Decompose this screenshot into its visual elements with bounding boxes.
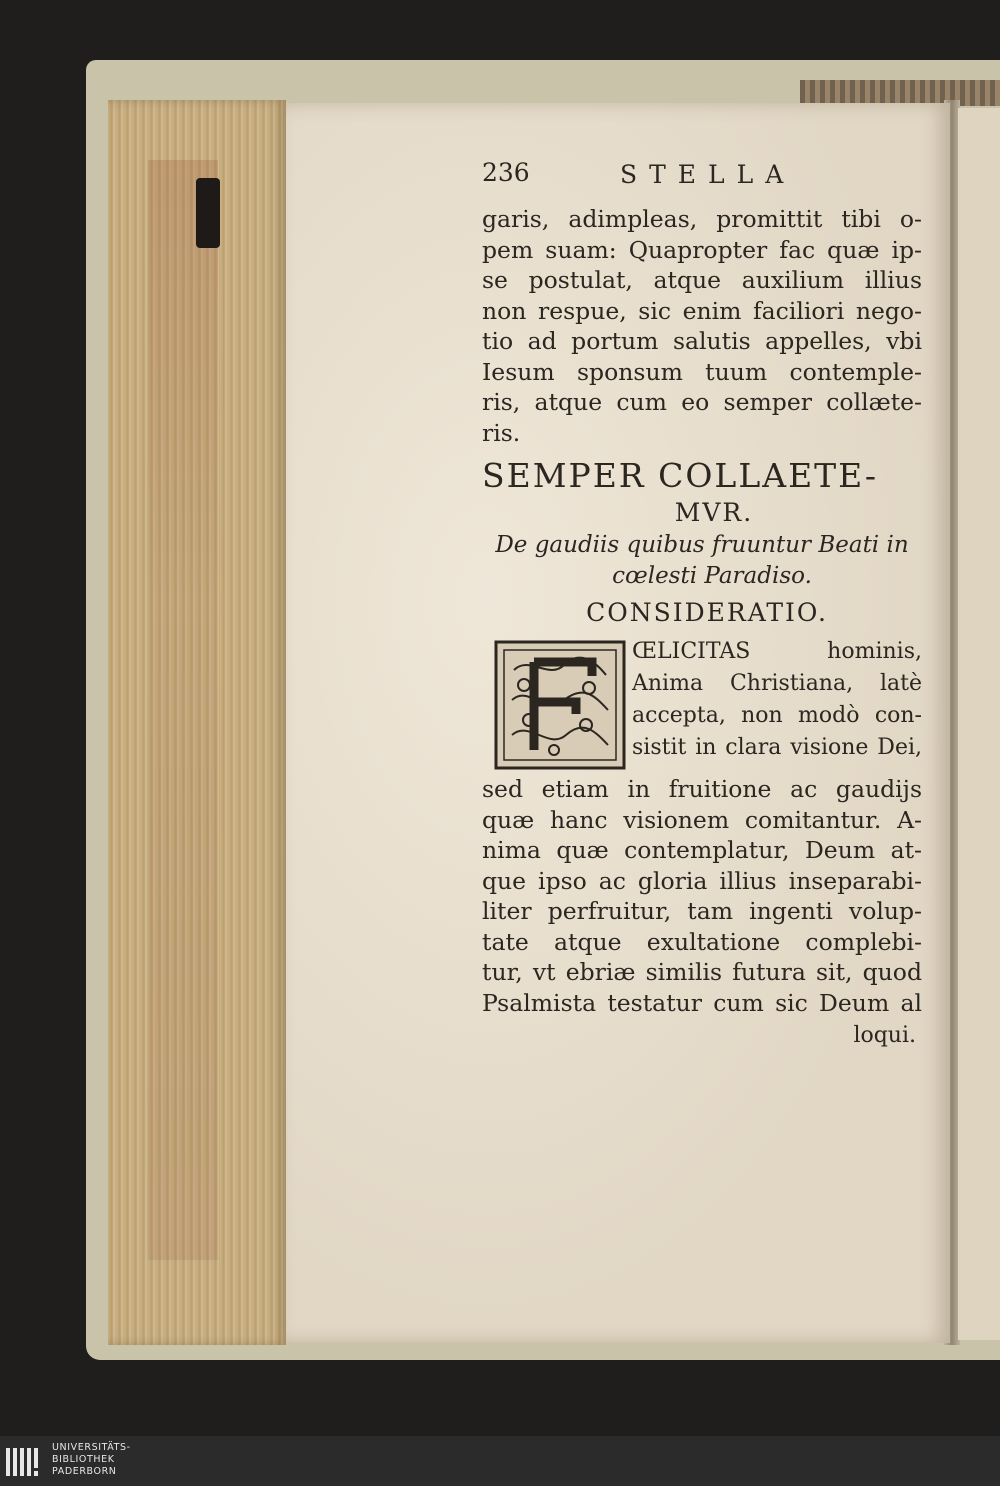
library-name-line: PADERBORN: [52, 1466, 117, 1477]
subtitle-continued: cœlesti Paradiso.: [612, 563, 812, 589]
section-heading-continued: MVR.: [674, 498, 754, 527]
text-line: tate atque exultatione complebi-: [482, 927, 922, 956]
text-line: quæ hanc visionem comitantur. A-: [482, 805, 922, 834]
text-line: non respue, sic enim faciliori nego-: [482, 296, 922, 325]
initial-paragraph: [482, 636, 922, 774]
edge-mark: [196, 178, 220, 248]
initial-lines: [632, 636, 922, 764]
library-name-line: UNIVERSITÄTS-: [52, 1442, 131, 1453]
text-line: sistit in clara visione Dei,: [632, 735, 922, 760]
text-line: garis, adimpleas, promittit tibi o-: [482, 205, 922, 233]
subtitle: De gaudiis quibus fruuntur Beati in: [495, 532, 909, 558]
text-line: ris, atque cum eo semper collæte-: [482, 388, 922, 416]
text-line: Iesum sponsum tuum contemple-: [482, 357, 922, 386]
text-line: liter perfruitur, tam ingenti volup-: [482, 897, 922, 925]
library-name: [52, 1442, 131, 1478]
decorated-initial-f: [494, 640, 626, 770]
text-line: sed etiam in fruitione ac gaudijs: [482, 775, 922, 803]
page-number: 236: [482, 158, 530, 187]
page-edges: [108, 100, 286, 1345]
page-text: [482, 158, 922, 1054]
library-name-line: BIBLIOTHEK: [52, 1454, 115, 1465]
text-line: tur, vt ebriæ similis futura sit, quod: [482, 958, 922, 986]
text-line: tio ad portum salutis appelles, vbi: [482, 327, 922, 355]
text-line: se postulat, atque auxilium illius: [482, 266, 922, 294]
text-line: nima quæ contemplatur, Deum at-: [482, 836, 922, 864]
text-line: Psalmista testatur cum sic Deum al: [482, 988, 922, 1017]
running-title: STELLA: [620, 160, 796, 189]
text-line: ris.: [482, 418, 521, 447]
section-heading: SEMPER COLLAETE-: [482, 456, 879, 495]
library-logo-icon: [6, 1444, 46, 1478]
text-line: Anima Christiana, latè: [632, 671, 922, 696]
text-line: ŒLICITAS hominis,: [632, 639, 922, 664]
right-page-fragment: [958, 108, 1000, 1340]
body-top: [482, 204, 922, 448]
catchword: loqui.: [853, 1023, 916, 1048]
body-bottom: [482, 774, 922, 1018]
text-line: que ipso ac gloria illius inseparabi-: [482, 866, 922, 895]
consideratio-title: CONSIDERATIO.: [586, 598, 828, 627]
library-footer: [0, 1436, 1000, 1486]
text-line: accepta, non modò con-: [632, 703, 922, 728]
text-line: pem suam: Quapropter fac quæ ip-: [482, 235, 922, 264]
running-head: [482, 158, 922, 204]
